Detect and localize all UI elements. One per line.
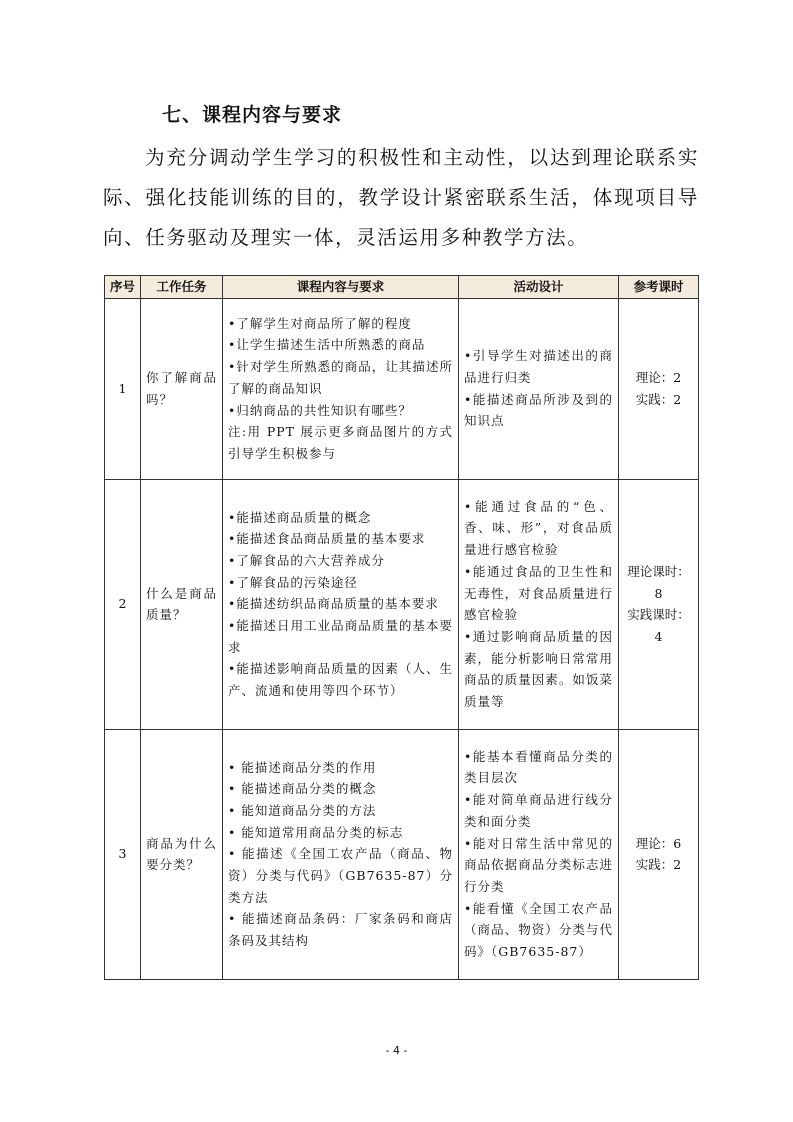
row-number: 3 xyxy=(105,729,141,979)
activity-item: •能对简单商品进行线分类和面分类 xyxy=(464,792,613,829)
header-hours: 参考课时 xyxy=(619,276,699,299)
content-item: • 能知道常用商品分类的标志 xyxy=(228,824,404,840)
reference-hours xyxy=(619,298,699,479)
hours-item: 实践课时：4 xyxy=(627,607,690,644)
activity-item: •能看懂《全国工农产品（商品、物资）分类与代码》（GB7635-87） xyxy=(464,900,613,960)
table-row xyxy=(105,298,699,479)
content-item: •能描述纺织品商品质量的基本要求 xyxy=(228,596,439,612)
content-item: •归纳商品的共性知识有哪些？ xyxy=(228,402,412,418)
header-task: 工作任务 xyxy=(141,276,223,299)
course-content-table xyxy=(104,275,699,980)
section-heading: 七、课程内容与要求 xyxy=(162,104,343,126)
hours-item: 实践：2 xyxy=(635,857,682,873)
content-item: •了解食品的污染途径 xyxy=(228,574,358,590)
work-task: 你了解商品吗？ xyxy=(141,298,223,479)
header-activity: 活动设计 xyxy=(459,276,619,299)
page-number: - 4 - xyxy=(385,1044,408,1057)
intro-paragraph: 为充分调动学生学习的积极性和主动性，以达到理论联系实际、强化技能训练的目的，教学设计紧密联系生活，体现项目导向、任务驱动及理实一体，灵活运用多种教学方法。 xyxy=(103,146,699,249)
course-content xyxy=(223,729,459,979)
row-number: 2 xyxy=(105,479,141,729)
table-row xyxy=(105,479,699,729)
hours-item: 理论课时：8 xyxy=(627,563,690,601)
content-item: •能描述影响商品质量的因素（人、生产、流通和使用等四个环节） xyxy=(228,661,453,699)
hours-item: 理论：2 xyxy=(635,370,682,385)
course-content xyxy=(223,479,459,729)
content-item: •让学生描述生活中所熟悉的商品 xyxy=(228,337,426,353)
content-item: •能描述商品质量的概念 xyxy=(228,509,372,525)
activity-design xyxy=(459,729,619,979)
reference-hours xyxy=(619,729,699,979)
activity-item: •引导学生对描述出的商品进行归类 xyxy=(464,348,613,385)
hours-item: 理论：6 xyxy=(635,835,682,851)
content-item: • 能描述商品分类的概念 xyxy=(228,781,377,797)
content-item: •能描述日用工业品商品质量的基本要求 xyxy=(228,618,453,655)
activity-design xyxy=(459,298,619,479)
activity-item: •能对日常生活中常见的商品依据商品分类标志进行分类 xyxy=(464,835,613,894)
content-item: • 能描述《全国工农产品（商品、物资）分类与代码》（GB7635-87）分类方法 xyxy=(228,846,453,905)
content-item: •了解学生对商品所了解的程度 xyxy=(228,315,412,331)
activity-item: •能基本看懂商品分类的类目层次 xyxy=(464,748,613,786)
content-item: • 能描述商品条码：厂家条码和商店条码及其结构 xyxy=(228,911,453,949)
content-item: •针对学生所熟悉的商品，让其描述所了解的商品知识 xyxy=(228,359,453,396)
content-item: •了解食品的六大营养成分 xyxy=(228,552,385,568)
course-content xyxy=(223,298,459,479)
header-content: 课程内容与要求 xyxy=(223,276,459,299)
activity-design xyxy=(459,479,619,729)
content-item: 注:用 PPT 展示更多商品图片的方式引导学生积极参与 xyxy=(228,424,453,461)
work-task: 什么是商品质量？ xyxy=(141,479,223,729)
content-item: •能描述食品商品质量的基本要求 xyxy=(228,531,426,547)
activity-item: •能通过食品的“色、香、味、形”，对食品质量进行感官检验 xyxy=(464,498,613,558)
row-number: 1 xyxy=(105,298,141,479)
header-no: 序号 xyxy=(105,276,141,299)
hours-item: 实践：2 xyxy=(635,391,682,407)
content-item: • 能知道商品分类的方法 xyxy=(228,802,377,818)
table-row xyxy=(105,729,699,979)
activity-item: •通过影响商品质量的因素，能分析影响日常常用商品的质量因素。如饭菜质量等 xyxy=(464,628,613,710)
table-header-row xyxy=(105,276,699,299)
work-task: 商品为什么要分类？ xyxy=(141,729,223,979)
activity-item: •能通过食品的卫生性和无毒性，对食品质量进行感官检验 xyxy=(464,563,613,623)
content-item: • 能描述商品分类的作用 xyxy=(228,759,377,775)
reference-hours xyxy=(619,479,699,729)
activity-item: •能描述商品所涉及到的知识点 xyxy=(464,391,613,429)
